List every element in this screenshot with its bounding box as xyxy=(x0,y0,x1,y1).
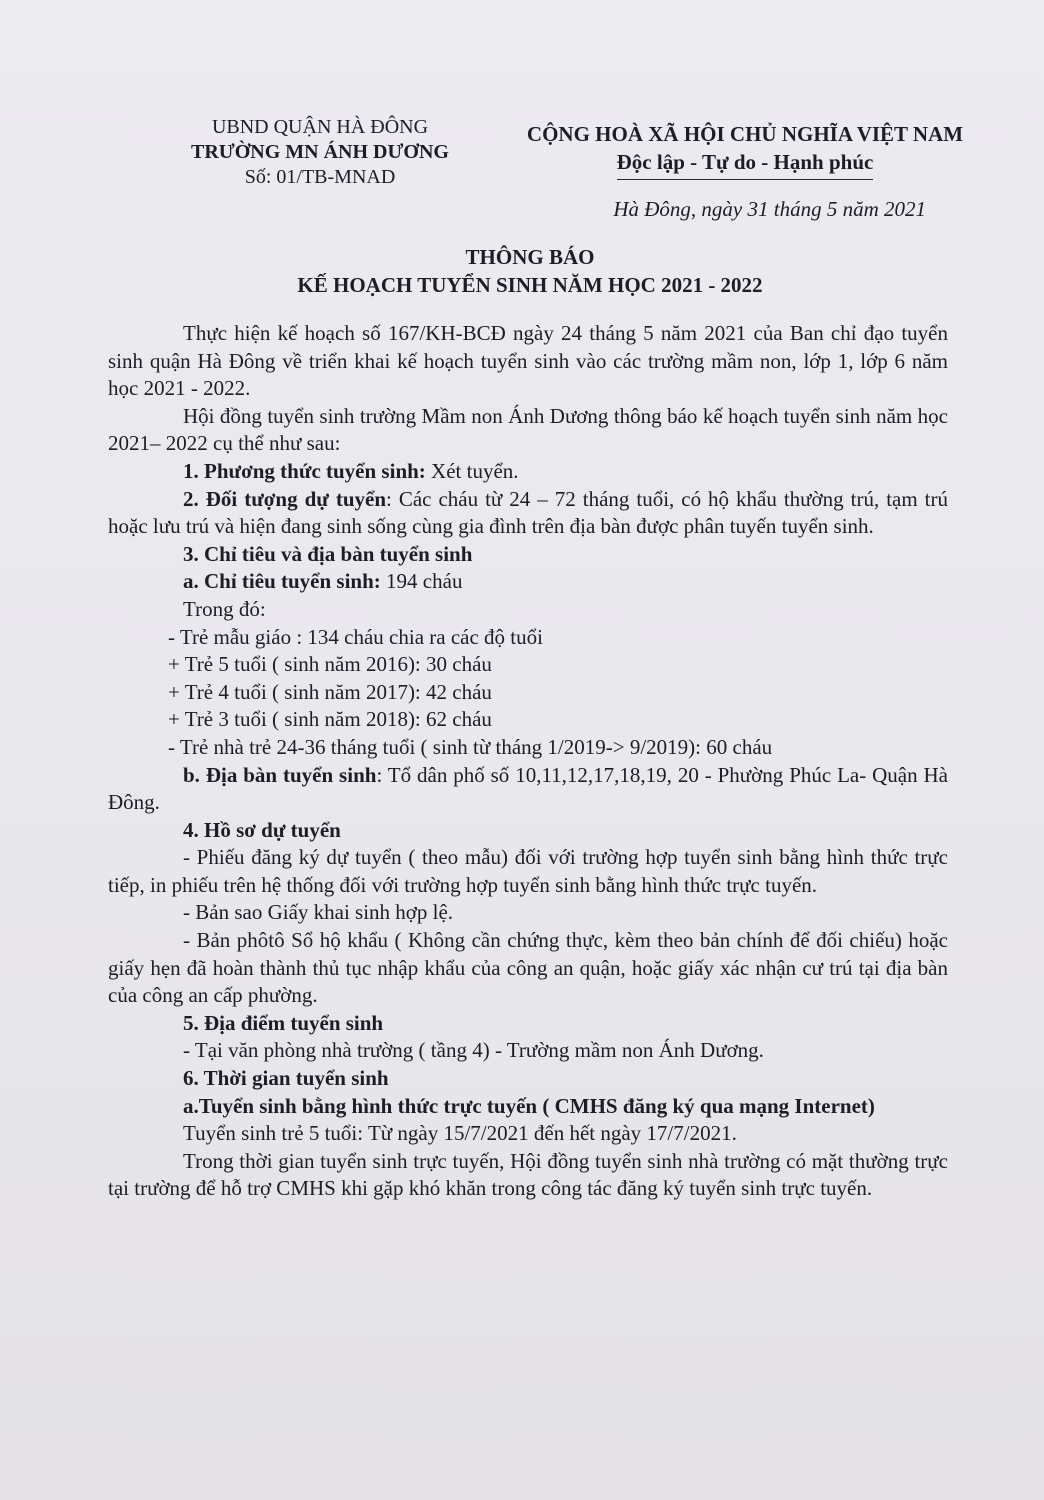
section-1 xyxy=(108,458,948,486)
national-header xyxy=(500,120,990,180)
section-3a-text: 194 cháu xyxy=(380,569,463,594)
section-4-heading: 4. Hồ sơ dự tuyển xyxy=(183,817,341,842)
section-3b-label: b. Địa bàn tuyển sinh xyxy=(183,762,377,787)
section-6-heading: 6. Thời gian tuyển sinh xyxy=(183,1066,389,1091)
motto-underline xyxy=(617,179,874,181)
intro-paragraph-1: Thực hiện kế hoạch số 167/KH-BCĐ ngày 24 tháng 5 năm 2021 của Ban chỉ đạo tuyển sinh quận Hà Đông về triển khai kế hoạch tuyển sinh vào các trường mầm non, lớp 1, lớp 6 năm học 2021 - 2022. xyxy=(108,321,948,401)
section-2 xyxy=(108,486,948,541)
section-2-text: : Các cháu từ 24 – 72 tháng tuổi, có hộ khẩu thường trú, tạm trú hoặc lưu trú và hiện đang sinh sống cùng gia đình trên địa bàn được phân tuyến tuyển sinh. xyxy=(108,486,948,539)
section-6a-heading: a.Tuyển sinh bằng hình thức trực tuyến ( CMHS đăng ký qua mạng Internet) xyxy=(183,1093,875,1118)
agency-name: UBND QUẬN HÀ ĐÔNG xyxy=(211,116,429,138)
section-6a-text-1: Tuyển sinh trẻ 5 tuổi: Từ ngày 15/7/2021 đến hết ngày 17/7/2021. xyxy=(183,1121,737,1146)
list-item-4-tuoi: + Trẻ 4 tuổi ( sinh năm 2017): 42 cháu xyxy=(168,679,492,704)
section-6a-text-2: Trong thời gian tuyển sinh trực tuyến, Hội đồng tuyển sinh nhà trường có mặt thường trực tại trường để hỗ trợ CMHS khi gặp khó khăn trong công tác đăng ký tuyển sinh trực tuyến. xyxy=(108,1148,948,1201)
list-item-5-tuoi: + Trẻ 5 tuổi ( sinh năm 2016): 30 cháu xyxy=(168,652,492,677)
section-1-label: 1. Phương thức tuyển sinh: xyxy=(183,458,426,483)
national-motto: Độc lập - Tự do - Hạnh phúc xyxy=(616,150,874,174)
nation-name: CỘNG HOÀ XÃ HỘI CHỦ NGHĨA VIỆT NAM xyxy=(526,122,964,146)
date-line: Hà Đông, ngày 31 tháng 5 năm 2021 xyxy=(613,197,926,221)
title-line-2: KẾ HOẠCH TUYỂN SINH NĂM HỌC 2021 - 2022 xyxy=(297,273,763,297)
section-3a xyxy=(108,568,948,596)
issuer-block xyxy=(160,115,480,190)
section-3-heading: 3. Chỉ tiêu và địa bàn tuyển sinh xyxy=(183,541,473,566)
school-name: TRƯỜNG MN ÁNH DƯƠNG xyxy=(191,141,449,163)
list-item-nha-tre: - Trẻ nhà trẻ 24-36 tháng tuổi ( sinh từ tháng 1/2019-> 9/2019): 60 cháu xyxy=(168,734,773,759)
section-3b xyxy=(108,762,948,817)
section-1-text: Xét tuyển. xyxy=(425,458,519,483)
section-5-item: - Tại văn phòng nhà trường ( tầng 4) - Trường mầm non Ánh Dương. xyxy=(183,1038,764,1063)
section-2-label: 2. Đối tượng dự tuyển xyxy=(183,486,387,511)
trong-do-label: Trong đó: xyxy=(183,596,266,621)
document-number: Số: 01/TB-MNAD xyxy=(244,166,396,188)
intro-paragraph-2: Hội đồng tuyển sinh trường Mầm non Ánh Dương thông báo kế hoạch tuyển sinh năm học 2021– 2022 cụ thể như sau: xyxy=(108,403,948,456)
list-item-mau-giao: - Trẻ mẫu giáo : 134 cháu chia ra các độ tuổi xyxy=(168,624,543,649)
document-body xyxy=(108,320,948,1203)
section-4-item-2: - Bản sao Giấy khai sinh hợp lệ. xyxy=(183,900,454,925)
title-line-1: THÔNG BÁO xyxy=(465,245,595,269)
section-4-item-1: - Phiếu đăng ký dự tuyển ( theo mẫu) đối với trường hợp tuyển sinh bằng hình thức trực tiếp, in phiếu trên hệ thống đối với trường hợp tuyển sinh bằng hình thức trực tuyến. xyxy=(108,845,948,897)
section-4-item-3: - Bản phôtô Sổ hộ khẩu ( Không cần chứng thực, kèm theo bản chính để đối chiếu) hoặc giấy hẹn đã hoàn thành thủ tục nhập khẩu của công an quận, hoặc giấy xác nhận cư trú tại địa bàn của công an cấp phường. xyxy=(108,928,948,1008)
motto-wrapper xyxy=(617,148,874,180)
section-3b-text: : Tổ dân phố số 10,11,12,17,18,19, 20 - Phường Phúc La- Quận Hà Đông. xyxy=(108,762,949,815)
document-title xyxy=(200,243,860,299)
section-5-heading: 5. Địa điểm tuyển sinh xyxy=(183,1010,384,1035)
list-item-3-tuoi: + Trẻ 3 tuổi ( sinh năm 2018): 62 cháu xyxy=(168,707,492,732)
section-3a-label: a. Chỉ tiêu tuyển sinh: xyxy=(183,569,381,594)
